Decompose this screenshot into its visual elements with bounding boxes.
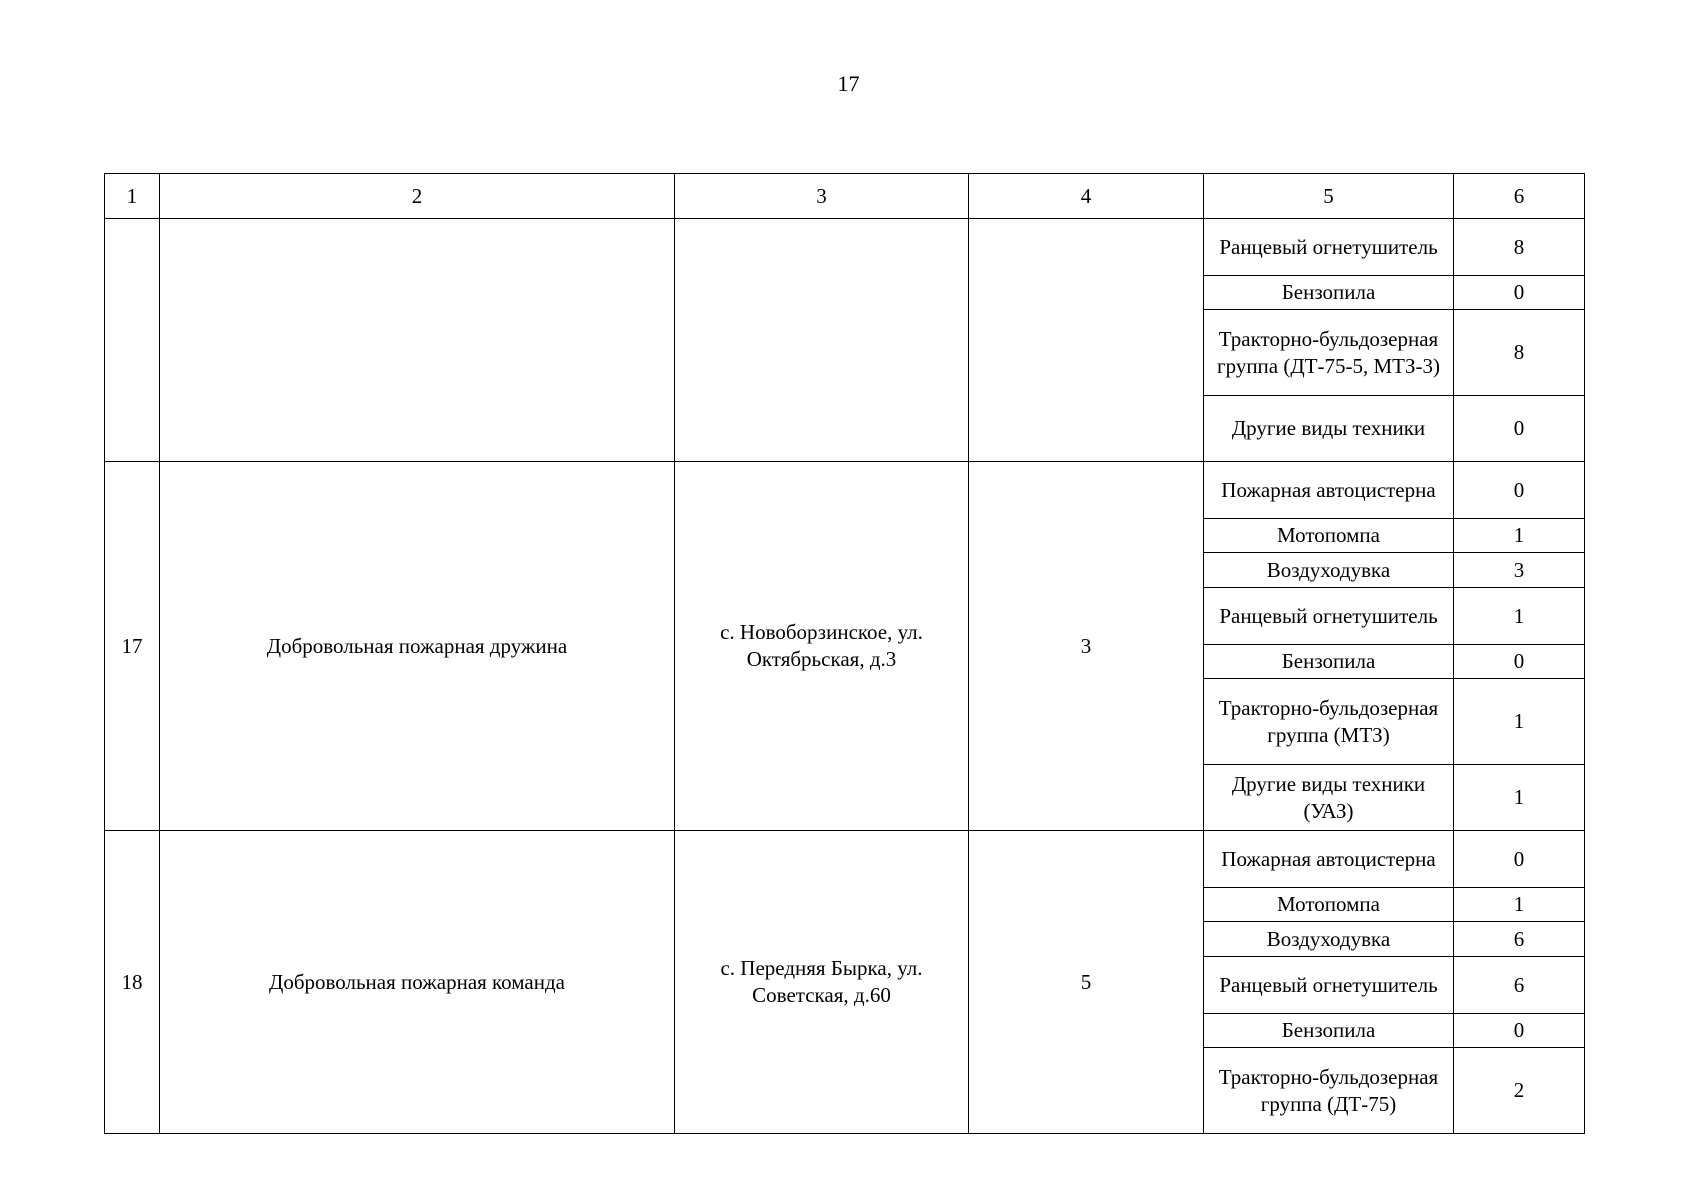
equipment-name: Тракторно-бульдозерная группа (ДТ-75) bbox=[1204, 1048, 1454, 1134]
equipment-count: 1 bbox=[1454, 588, 1585, 645]
equipment-name: Воздуходувка bbox=[1204, 553, 1454, 588]
equipment-count: 2 bbox=[1454, 1048, 1585, 1134]
unit-address: с. Новоборзинское, ул. Октябрьская, д.3 bbox=[675, 462, 969, 831]
equipment-count: 1 bbox=[1454, 679, 1585, 765]
equipment-count: 6 bbox=[1454, 957, 1585, 1014]
unit-name: Добровольная пожарная дружина bbox=[160, 462, 675, 831]
header-col-2: 2 bbox=[160, 174, 675, 219]
equipment-name: Бензопила bbox=[1204, 1014, 1454, 1048]
equipment-count: 6 bbox=[1454, 922, 1585, 957]
equipment-name: Другие виды техники bbox=[1204, 396, 1454, 462]
unit-staff: 5 bbox=[969, 831, 1204, 1134]
header-col-1: 1 bbox=[105, 174, 160, 219]
header-col-6: 6 bbox=[1454, 174, 1585, 219]
cont-num-cell bbox=[105, 219, 160, 462]
equipment-count: 0 bbox=[1454, 831, 1585, 888]
equipment-name: Другие виды техники (УАЗ) bbox=[1204, 765, 1454, 831]
table-row bbox=[105, 831, 1585, 888]
equipment-name: Тракторно-бульдозерная группа (МТЗ) bbox=[1204, 679, 1454, 765]
header-col-5: 5 bbox=[1204, 174, 1454, 219]
equipment-name: Тракторно-бульдозерная группа (ДТ-75-5, МТЗ-3) bbox=[1204, 310, 1454, 396]
equipment-name: Мотопомпа bbox=[1204, 888, 1454, 922]
row-number: 17 bbox=[105, 462, 160, 831]
equipment-count: 0 bbox=[1454, 645, 1585, 679]
header-row bbox=[105, 174, 1585, 219]
equipment-count: 8 bbox=[1454, 310, 1585, 396]
equipment-count: 0 bbox=[1454, 276, 1585, 310]
header-col-3: 3 bbox=[675, 174, 969, 219]
equipment-count: 8 bbox=[1454, 219, 1585, 276]
equipment-count: 3 bbox=[1454, 553, 1585, 588]
page-number: 17 bbox=[837, 71, 860, 96]
equipment-name: Ранцевый огнетушитель bbox=[1204, 957, 1454, 1014]
equipment-name: Ранцевый огнетушитель bbox=[1204, 219, 1454, 276]
unit-address: с. Передняя Бырка, ул. Советская, д.60 bbox=[675, 831, 969, 1134]
equipment-count: 0 bbox=[1454, 1014, 1585, 1048]
row-number: 18 bbox=[105, 831, 160, 1134]
equipment-table bbox=[104, 173, 1585, 1134]
table-row bbox=[105, 462, 1585, 519]
equipment-name: Пожарная автоцистерна bbox=[1204, 462, 1454, 519]
equipment-name: Бензопила bbox=[1204, 645, 1454, 679]
equipment-name: Воздуходувка bbox=[1204, 922, 1454, 957]
equipment-count: 0 bbox=[1454, 396, 1585, 462]
unit-name: Добровольная пожарная команда bbox=[160, 831, 675, 1134]
unit-staff: 3 bbox=[969, 462, 1204, 831]
cont-address-cell bbox=[675, 219, 969, 462]
header-col-4: 4 bbox=[969, 174, 1204, 219]
cont-staff-cell bbox=[969, 219, 1204, 462]
equipment-count: 1 bbox=[1454, 765, 1585, 831]
equipment-name: Ранцевый огнетушитель bbox=[1204, 588, 1454, 645]
equipment-name: Мотопомпа bbox=[1204, 519, 1454, 553]
equipment-name: Бензопила bbox=[1204, 276, 1454, 310]
equipment-count: 1 bbox=[1454, 519, 1585, 553]
equipment-count: 0 bbox=[1454, 462, 1585, 519]
table-row bbox=[105, 219, 1585, 276]
equipment-name: Пожарная автоцистерна bbox=[1204, 831, 1454, 888]
equipment-count: 1 bbox=[1454, 888, 1585, 922]
cont-name-cell bbox=[160, 219, 675, 462]
